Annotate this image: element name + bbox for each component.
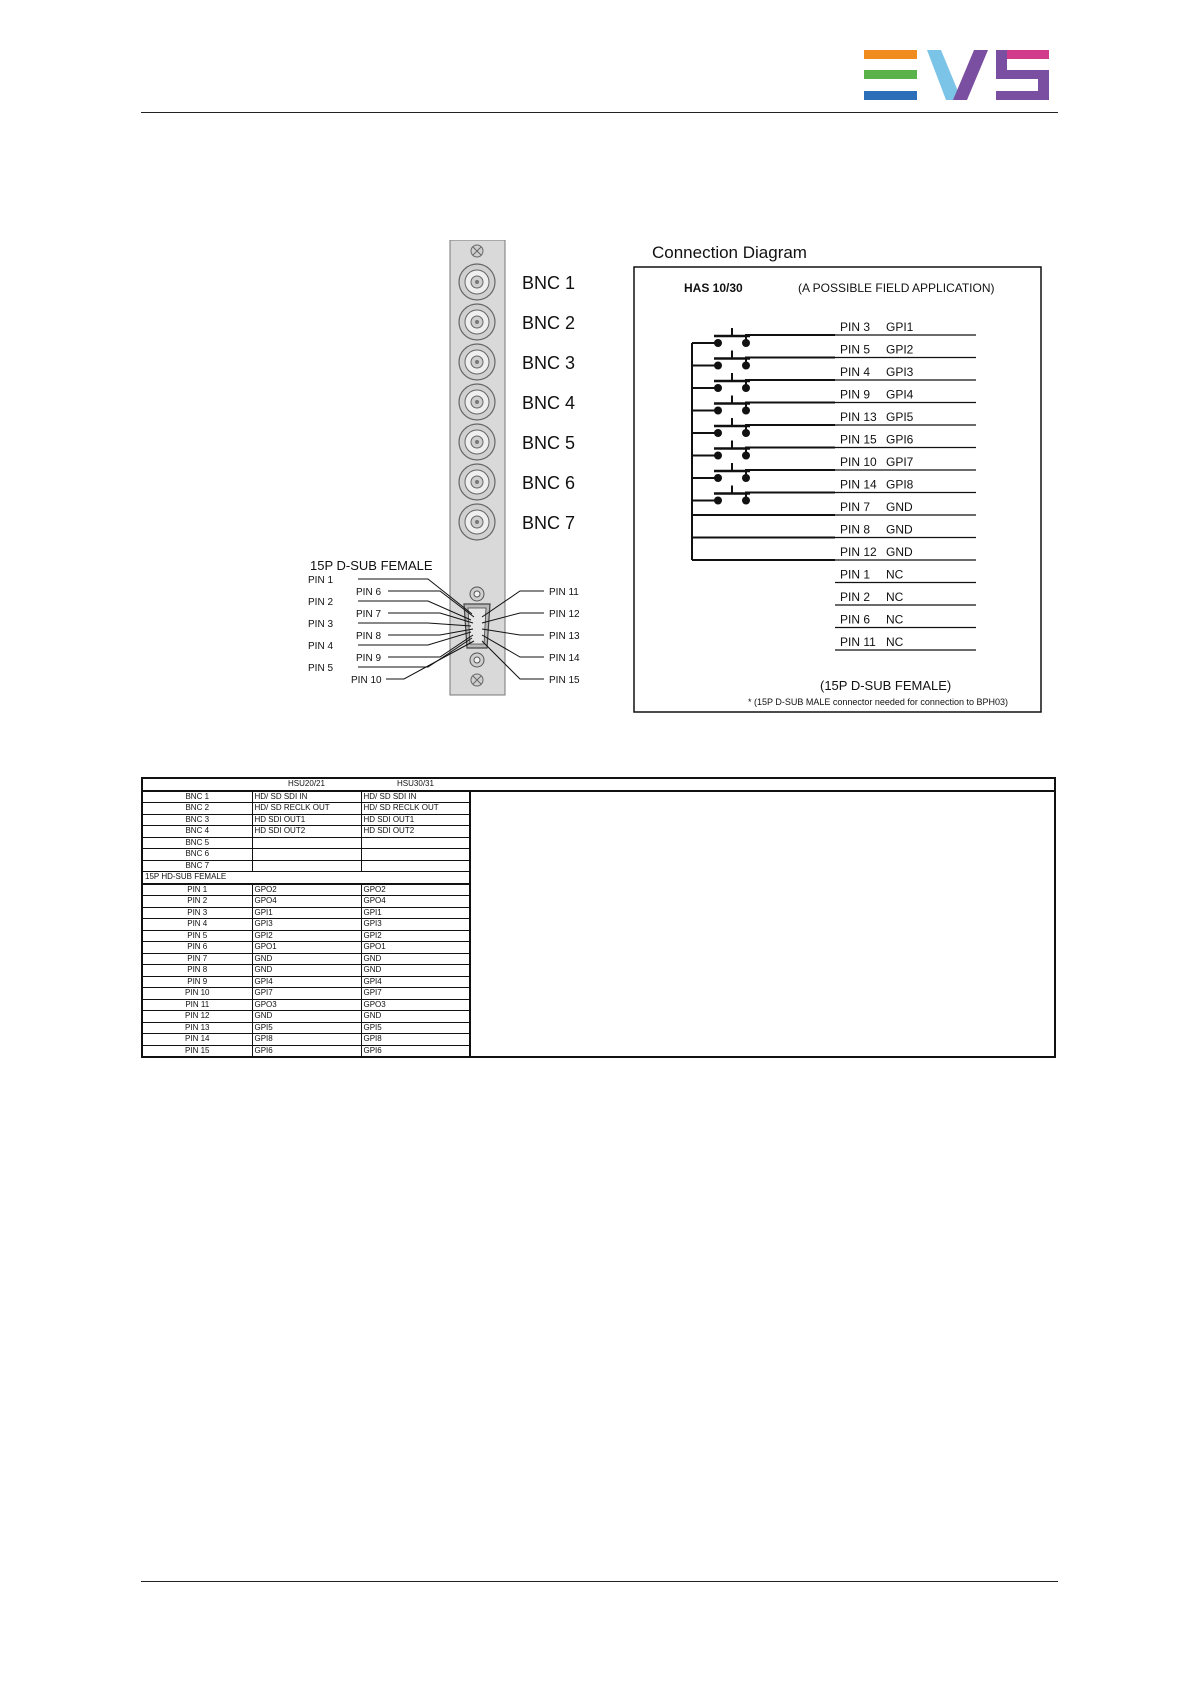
table-cell: PIN 9	[142, 976, 252, 988]
table-cell: GPO4	[252, 896, 361, 908]
panel-pin-label-inner-10: PIN 10	[351, 675, 382, 686]
table-notes-cell	[470, 953, 1055, 965]
connection-row	[692, 365, 976, 392]
table-row	[142, 999, 1055, 1011]
table-cell: GND	[361, 953, 470, 965]
table-cell: BNC 7	[142, 860, 252, 872]
switch-output-wire	[746, 470, 835, 478]
table-cell: PIN 5	[142, 930, 252, 942]
panel-screw-top	[471, 245, 483, 257]
logo-letter-s	[996, 50, 1049, 100]
table-cell	[361, 849, 470, 861]
table-cell: BNC 5	[142, 837, 252, 849]
bnc-connector-4	[459, 384, 495, 420]
table-cell: PIN 12	[142, 1011, 252, 1023]
table-notes-cell	[470, 965, 1055, 977]
connection-row-pin: PIN 10	[840, 455, 877, 469]
table-notes-cell	[470, 849, 1055, 861]
push-switch-icon	[692, 373, 835, 392]
push-switch-icon	[692, 441, 835, 460]
push-switch-icon	[692, 463, 835, 482]
table-section-row	[142, 872, 1055, 884]
table-cell: BNC 1	[142, 791, 252, 803]
switch-output-wire	[746, 380, 835, 388]
table-cell: HD/ SD RECLK OUT	[361, 803, 470, 815]
panel-pin-label-outer-3: PIN 3	[308, 619, 334, 630]
connection-row-pin: PIN 12	[840, 545, 877, 559]
table-cell: GPI1	[361, 907, 470, 919]
table-cell: GPI6	[361, 1045, 470, 1057]
table-cell: PIN 13	[142, 1022, 252, 1034]
table-row	[142, 1011, 1055, 1023]
connection-row-pin: PIN 7	[840, 500, 871, 514]
connection-row	[835, 568, 976, 583]
switch-contact-left	[714, 497, 722, 505]
table-row	[142, 791, 1055, 803]
table-row	[142, 976, 1055, 988]
pin-assignment-table-body	[142, 778, 1055, 1057]
table-cell: BNC 4	[142, 826, 252, 838]
connection-row-signal: GPI8	[886, 477, 914, 492]
logo-s-bar-bottom	[996, 91, 1049, 100]
table-notes-cell	[470, 1045, 1055, 1057]
connection-row-pin: PIN 13	[840, 410, 877, 424]
connection-diagram-frame	[634, 267, 1041, 712]
connection-row-signal: NC	[886, 567, 904, 582]
connection-row-pin: PIN 15	[840, 432, 877, 447]
switch-contact-left	[714, 362, 722, 370]
bnc-label-6: BNC 6	[522, 473, 576, 493]
switch-contact-left	[714, 339, 722, 347]
table-cell: PIN 3	[142, 907, 252, 919]
panel-pin-label-right-14: PIN 14	[549, 653, 580, 664]
connection-row-signal: GPI2	[886, 342, 914, 357]
logo-v-left	[927, 50, 960, 100]
bnc-label-7: BNC 7	[522, 513, 576, 533]
table-row	[142, 860, 1055, 872]
table-notes-cell	[470, 988, 1055, 1000]
panel-pin-label-inner-7: PIN 7	[356, 609, 382, 620]
push-switch-icon	[692, 351, 835, 370]
bnc-pin	[475, 320, 479, 324]
logo-e-bar-middle	[864, 70, 917, 79]
logo-e-bar-bottom	[864, 91, 917, 100]
panel-pin-label-inner-8: PIN 8	[356, 631, 382, 642]
push-switch-icon	[692, 418, 835, 437]
connection-row-pin: PIN 3	[840, 320, 871, 334]
table-row	[142, 837, 1055, 849]
connection-row-pin: PIN 8	[840, 522, 871, 537]
bnc-connector-5	[459, 424, 495, 460]
dsub-pin-leaders	[308, 575, 580, 686]
connection-note: * (15P D-SUB MALE connector needed for connection to BPH03)	[748, 697, 1008, 707]
bnc-connector-1	[459, 264, 495, 300]
table-cell: GPO2	[361, 884, 470, 896]
table-row	[142, 826, 1055, 838]
table-cell: GPI5	[252, 1022, 361, 1034]
table-cell: GND	[361, 1011, 470, 1023]
bnc-connector-7	[459, 504, 495, 540]
bnc-connector-2	[459, 304, 495, 340]
table-cell: HD SDI OUT1	[252, 814, 361, 826]
table-row	[142, 1045, 1055, 1057]
table-notes-cell	[470, 791, 1055, 803]
table-cell: PIN 2	[142, 896, 252, 908]
bnc-pin	[475, 280, 479, 284]
bnc-connector-6	[459, 464, 495, 500]
table-notes-cell	[470, 907, 1055, 919]
table-cell: GPI3	[252, 919, 361, 931]
switch-contact-left	[714, 474, 722, 482]
switch-output-wire	[746, 403, 835, 411]
table-row	[142, 814, 1055, 826]
table-cell: GPI6	[252, 1045, 361, 1057]
logo-letter-v	[927, 50, 988, 100]
panel-pin-label-right-13: PIN 13	[549, 631, 580, 642]
connection-row	[692, 455, 976, 482]
table-cell: GPO2	[252, 884, 361, 896]
connection-row-pin: PIN 4	[840, 365, 871, 379]
table-cell: GND	[252, 965, 361, 977]
table-cell: GPI2	[252, 930, 361, 942]
connection-row	[692, 410, 976, 437]
panel-pin-label-right-12: PIN 12	[549, 609, 580, 620]
connection-row-signal: GND	[886, 500, 913, 514]
panel-screw-bottom	[471, 674, 483, 686]
bnc-label-2: BNC 2	[522, 313, 576, 333]
table-row	[142, 907, 1055, 919]
table-cell: PIN 4	[142, 919, 252, 931]
connection-row-signal: GPI7	[886, 455, 914, 469]
table-cell: BNC 6	[142, 849, 252, 861]
bnc-pin	[475, 440, 479, 444]
connection-row	[692, 320, 976, 347]
table-row	[142, 988, 1055, 1000]
connection-row-signal: GPI6	[886, 432, 914, 447]
connection-row-signal: GND	[886, 522, 913, 537]
panel-pin-label-outer-2: PIN 2	[308, 597, 334, 608]
table-notes-cell	[470, 896, 1055, 908]
table-row	[142, 953, 1055, 965]
table-cell: PIN 14	[142, 1034, 252, 1046]
bnc-pin	[475, 400, 479, 404]
connection-row	[835, 613, 976, 628]
table-cell: PIN 10	[142, 988, 252, 1000]
switch-output-wire	[746, 493, 835, 501]
connection-row-pin: PIN 5	[840, 342, 871, 357]
table-row	[142, 896, 1055, 908]
table-row	[142, 1034, 1055, 1046]
evs-logo	[864, 50, 1054, 100]
table-cell: GPI7	[361, 988, 470, 1000]
bnc-label-3: BNC 3	[522, 353, 576, 373]
bnc-pin	[475, 520, 479, 524]
bnc-connector-3	[459, 344, 495, 380]
logo-v-right	[953, 50, 988, 100]
table-cell: PIN 6	[142, 942, 252, 954]
connection-rows	[692, 320, 976, 650]
logo-e-bar-top	[864, 50, 917, 59]
table-cell: GPO3	[361, 999, 470, 1011]
table-cell: GPI2	[361, 930, 470, 942]
table-cell	[252, 837, 361, 849]
connection-footer: (15P D-SUB FEMALE)	[820, 678, 952, 693]
table-cell: BNC 3	[142, 814, 252, 826]
push-switch-icon	[692, 486, 835, 505]
table-notes-cell	[470, 930, 1055, 942]
switch-output-wire	[746, 358, 835, 366]
bnc-label-1: BNC 1	[522, 273, 576, 293]
connection-row-pin: PIN 2	[840, 590, 871, 604]
connection-row-signal: NC	[886, 590, 904, 604]
table-cell: GPI4	[361, 976, 470, 988]
table-cell	[361, 837, 470, 849]
bnc-connectors	[459, 264, 575, 540]
switch-contact-left	[714, 452, 722, 460]
table-cell: GPO3	[252, 999, 361, 1011]
table-header-row	[142, 778, 1055, 791]
rear-panel-diagram	[300, 240, 600, 710]
connection-row	[835, 590, 976, 605]
connection-row-signal: GPI4	[886, 387, 914, 402]
table-row	[142, 942, 1055, 954]
connection-row-signal: NC	[886, 635, 904, 649]
panel-pin-label-outer-4: PIN 4	[308, 641, 334, 652]
connection-row-signal: NC	[886, 612, 904, 627]
panel-pin-label-inner-9: PIN 9	[356, 653, 382, 664]
connection-row-signal: GPI5	[886, 410, 914, 424]
table-header-cell	[142, 778, 252, 791]
connection-row	[692, 343, 976, 370]
connection-row-signal: GPI3	[886, 365, 914, 379]
table-header-cell	[470, 778, 1055, 791]
connection-row	[692, 478, 976, 505]
table-header-cell: HSU30/31	[361, 778, 470, 791]
panel-pin-label-right-15: PIN 15	[549, 675, 580, 686]
table-row	[142, 965, 1055, 977]
connection-diagram-title: Connection Diagram	[652, 243, 807, 262]
table-cell: GPI3	[361, 919, 470, 931]
push-switch-icon	[692, 396, 835, 415]
dsub-title: 15P D-SUB FEMALE	[310, 558, 433, 573]
push-switch-icon	[692, 328, 835, 347]
table-notes-cell	[470, 826, 1055, 838]
switch-output-wire	[746, 425, 835, 433]
table-notes-cell	[470, 1034, 1055, 1046]
connection-row	[692, 545, 976, 560]
table-notes-cell	[470, 1022, 1055, 1034]
bnc-pin	[475, 360, 479, 364]
table-cell: HD SDI OUT1	[361, 814, 470, 826]
switch-contact-left	[714, 429, 722, 437]
connection-row-signal: GND	[886, 545, 913, 559]
switch-output-wire	[746, 335, 835, 343]
table-row	[142, 803, 1055, 815]
table-cell: PIN 15	[142, 1045, 252, 1057]
connection-row-pin: PIN 11	[840, 635, 876, 649]
table-cell: PIN 1	[142, 884, 252, 896]
table-row	[142, 1022, 1055, 1034]
footer-rule	[141, 1581, 1058, 1582]
table-cell: GPI7	[252, 988, 361, 1000]
table-notes-cell	[470, 1011, 1055, 1023]
bnc-label-4: BNC 4	[522, 393, 576, 413]
table-notes-cell	[470, 803, 1055, 815]
connection-row-pin: PIN 14	[840, 477, 877, 492]
table-cell	[361, 860, 470, 872]
table-cell: PIN 7	[142, 953, 252, 965]
panel-pin-label-inner-6: PIN 6	[356, 587, 382, 598]
table-cell: GPO1	[361, 942, 470, 954]
connection-row	[692, 523, 976, 538]
table-header-cell: HSU20/21	[252, 778, 361, 791]
table-cell: HD SDI OUT2	[252, 826, 361, 838]
table-cell: PIN 8	[142, 965, 252, 977]
switch-output-wire	[746, 448, 835, 456]
table-row	[142, 849, 1055, 861]
panel-pin-label-outer-5: PIN 5	[308, 663, 334, 674]
connection-row-pin: PIN 6	[840, 612, 871, 627]
switch-contact-left	[714, 384, 722, 392]
table-notes-cell	[470, 976, 1055, 988]
connection-application: (A POSSIBLE FIELD APPLICATION)	[798, 281, 995, 295]
table-cell: GPO4	[361, 896, 470, 908]
table-cell: HD/ SD RECLK OUT	[252, 803, 361, 815]
connection-row	[692, 433, 976, 460]
table-cell	[252, 860, 361, 872]
table-cell: HD/ SD SDI IN	[252, 791, 361, 803]
switch-contact-left	[714, 407, 722, 415]
table-cell: HD/ SD SDI IN	[361, 791, 470, 803]
header-rule	[141, 112, 1058, 113]
table-notes-cell	[470, 999, 1055, 1011]
bnc-pin	[475, 480, 479, 484]
table-cell: PIN 11	[142, 999, 252, 1011]
connection-row	[692, 388, 976, 415]
pin-assignment-table	[141, 777, 1056, 1058]
table-row	[142, 930, 1055, 942]
connection-diagram	[630, 240, 1050, 715]
table-cell: BNC 2	[142, 803, 252, 815]
table-notes-cell	[470, 860, 1055, 872]
table-cell: HD SDI OUT2	[361, 826, 470, 838]
logo-letter-e	[864, 50, 917, 100]
connection-row-signal: GPI1	[886, 320, 914, 334]
table-notes-cell	[470, 837, 1055, 849]
connection-row	[835, 635, 976, 650]
table-cell	[252, 849, 361, 861]
table-cell: GPI4	[252, 976, 361, 988]
table-cell: GND	[252, 953, 361, 965]
bnc-label-5: BNC 5	[522, 433, 576, 453]
table-notes-cell	[470, 814, 1055, 826]
table-cell: GND	[252, 1011, 361, 1023]
table-cell: GPO1	[252, 942, 361, 954]
table-section-label: 15P HD-SUB FEMALE	[142, 872, 470, 884]
table-notes-cell	[470, 942, 1055, 954]
table-cell: GND	[361, 965, 470, 977]
table-notes-cell	[470, 884, 1055, 896]
connection-model: HAS 10/30	[684, 281, 743, 295]
connection-row-pin: PIN 9	[840, 387, 871, 402]
table-notes-cell	[470, 919, 1055, 931]
table-cell: GPI1	[252, 907, 361, 919]
panel-pin-label-right-11: PIN 11	[549, 587, 579, 598]
panel-pin-label-outer-1: PIN 1	[308, 575, 334, 586]
table-notes-cell	[470, 872, 1055, 884]
table-row	[142, 919, 1055, 931]
connection-row	[692, 500, 976, 515]
table-cell: GPI5	[361, 1022, 470, 1034]
table-cell: GPI8	[361, 1034, 470, 1046]
connection-row-pin: PIN 1	[840, 567, 871, 582]
table-cell: GPI8	[252, 1034, 361, 1046]
table-row	[142, 884, 1055, 896]
